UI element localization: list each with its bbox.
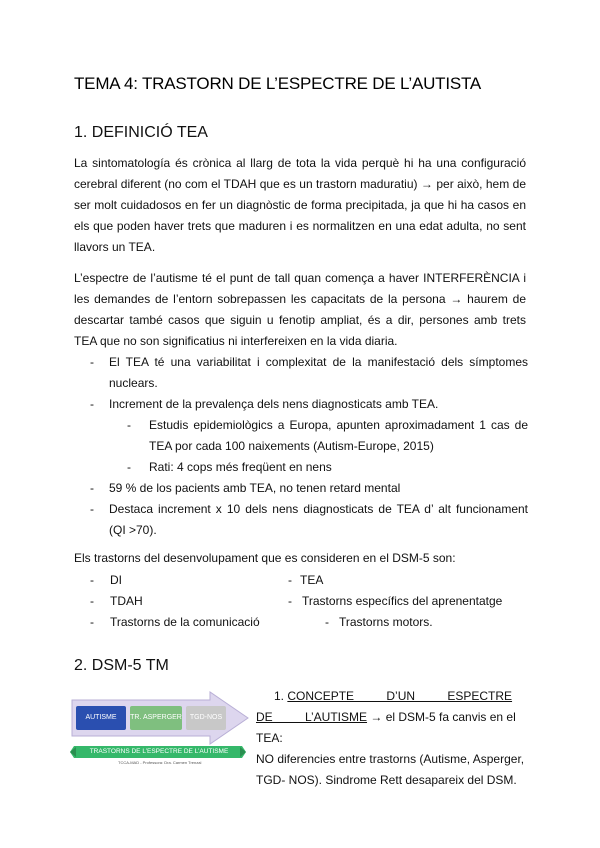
espectre-banner: TRASTORNS DE L’ESPECTRE DE L’AUTISME — [89, 748, 229, 755]
bullet-list — [88, 352, 528, 541]
list-item: - Rati: 4 cops més freqüent en nens — [126, 457, 528, 478]
disorder-item: TDAH — [110, 594, 143, 608]
list-item: - 59 % de los pacients amb TEA, no tenen retard mental — [88, 478, 528, 499]
item-line1: → el DSM-5 fa canvis en el TEA: — [256, 710, 516, 745]
list-item: - Increment de la prevalença dels nens diagnosticats amb TEA. — [88, 394, 528, 415]
dsm5-item — [256, 686, 526, 791]
item-number: 1. — [274, 689, 285, 703]
tgd-nos-box: TGD-NOS — [186, 706, 226, 730]
disorders-list: - DI - TEA - TDAH - Trastorns específics del aprenentatge - Trastorns de la comunicació - Trastorns motors. — [90, 573, 503, 629]
disorder-item: Trastorns motors. — [339, 615, 433, 629]
disorder-item: Trastorns de la comunicació — [110, 615, 260, 629]
section-heading-dsm5: 2. DSM-5 TM — [74, 657, 169, 674]
item-line2: NO diferencies entre trastorns (Autisme, Asperger, — [256, 752, 525, 766]
autisme-box: AUTISME — [76, 706, 126, 730]
diagram-arrow-graphic — [70, 690, 250, 770]
list-item: - Estudis epidemiològics a Europa, apunten aproximadament 1 cas de TEA por cada 100 naixements (Autism-Europe, 2015) — [126, 415, 528, 457]
section-heading-definicio: 1. DEFINICIÓ TEA — [74, 124, 208, 141]
paragraph-espectre: L’espectre de l’autisme té el punt de tall quan comença a haver INTERFERÈNCIA i les demandes de l’entorn sobrepassen les capacitats de la persona → haurem de descartar també casos que siguin u fenotip ampliat, és a dir, persones amb trets TEA que no son significatius ni interfereixen en la vida diaria. — [74, 271, 526, 348]
paragraph-dsm-intro: Els trastorns del desenvolupament que es consideren en el DSM-5 son: — [74, 551, 456, 565]
asperger-box: TR. ASPERGER — [130, 706, 182, 730]
disorder-item: DI — [110, 573, 122, 587]
disorder-item: TEA — [300, 573, 324, 587]
autism-spectrum-diagram — [70, 690, 250, 770]
paragraph-intro: La sintomatología és crònica al llarg de tota la vida perquè hi ha una configuració cerebral diferent (no com el TDAH que es un trastorn maduratiu) → per això, hem de ser molt cuidadosos en fer un diagnòstic de forma precipitada, ja que hi ha casos en els que poden haver trets que maduren i es normalitzen en una edat adulta, no sent llavors un TEA. — [74, 156, 526, 254]
list-item: - Destaca increment x 10 dels nens diagnosticats de TEA d’ alt funcionament (QI >70). — [88, 499, 528, 541]
item-title: CONCEPTE D’UN ESPECTRE DE L’AUTISME — [256, 689, 513, 724]
diagram-caption: TCCA-MAD - Professora: Dra. Carmen Trenzal — [118, 760, 202, 765]
item-line3: TGD- NOS). Sindrome Rett desapareix del DSM. — [256, 773, 517, 787]
disorder-item: Trastorns específics del aprenentatge — [302, 594, 503, 608]
list-item: - El TEA té una variabilitat i complexitat de la manifestació dels símptomes nuclears. — [88, 352, 528, 394]
page-title: TEMA 4: TRASTORN DE L’ESPECTRE DE L’AUTISTA — [74, 74, 482, 93]
